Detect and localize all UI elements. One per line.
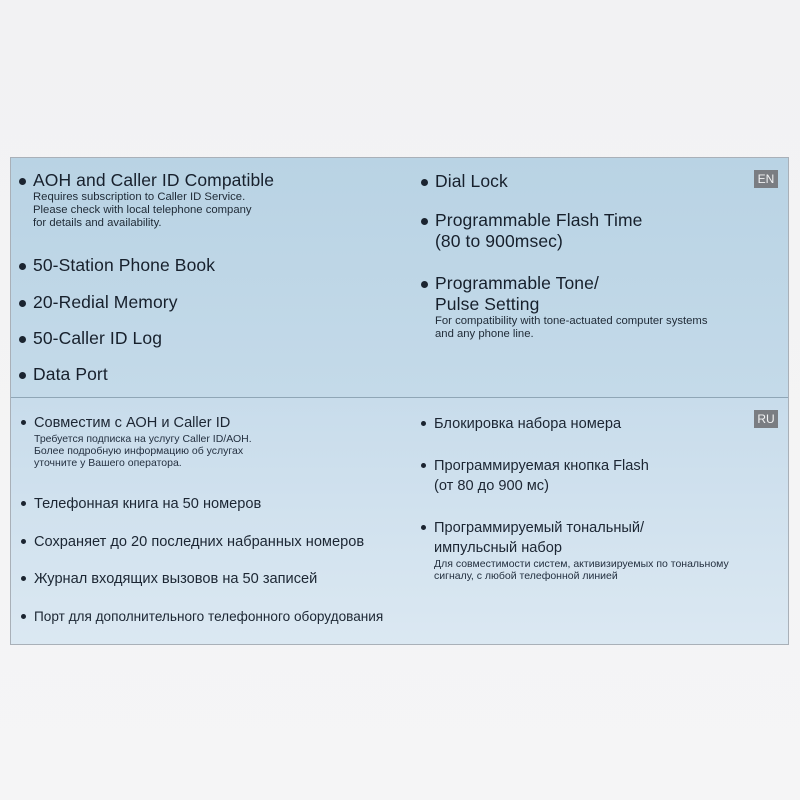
- feature-item-phone-book-ru: [21, 494, 261, 514]
- feature-note-line: and any phone line.: [435, 328, 534, 340]
- feature-item-dial-lock-ru: [421, 414, 621, 434]
- language-tag-en: EN: [754, 170, 778, 188]
- feature-item-phone-book: [19, 255, 215, 276]
- feature-item-dial-lock: [421, 171, 508, 192]
- feature-title: Порт для дополнительного телефонного оборудования: [34, 609, 384, 624]
- feature-title: Совместим с АОН и Caller ID: [34, 415, 231, 431]
- feature-title-line-2: Pulse Setting: [435, 294, 540, 314]
- feature-title: Programmable Tone/: [435, 273, 599, 293]
- feature-title-line-2: импульсный набор: [434, 540, 563, 556]
- bullet-icon: [19, 300, 26, 307]
- feature-item-redial-memory: [19, 292, 178, 313]
- feature-title: Телефонная книга на 50 номеров: [34, 496, 262, 512]
- feature-item-caller-id-log-ru: [21, 569, 317, 589]
- feature-note-line: уточните у Вашего оператора.: [34, 457, 182, 469]
- feature-item-aoh-caller-id-ru: [21, 413, 252, 469]
- english-feature-panel: [11, 158, 788, 398]
- bullet-icon: [19, 372, 26, 379]
- feature-title-line-2: (80 to 900msec): [435, 231, 563, 251]
- bullet-icon: [19, 336, 26, 343]
- feature-title: Programmable Flash Time: [435, 210, 643, 230]
- bullet-icon: [21, 539, 26, 544]
- feature-note-line: Более подробную информацию об услугах: [34, 445, 244, 457]
- bullet-icon: [21, 420, 26, 425]
- feature-title: 50-Caller ID Log: [33, 328, 163, 348]
- feature-item-tone-pulse-ru: [421, 518, 729, 582]
- feature-title: Data Port: [33, 364, 108, 384]
- feature-item-flash-time-ru: [421, 456, 649, 496]
- feature-note-line: Please check with local telephone company: [33, 204, 252, 216]
- feature-item-redial-memory-ru: [21, 532, 364, 552]
- bullet-icon: [19, 178, 26, 185]
- feature-item-data-port-ru: [21, 607, 383, 627]
- feature-note-line: Для совместимости систем, активизируемых по тональному: [434, 558, 729, 570]
- feature-title: 20-Redial Memory: [33, 292, 178, 312]
- feature-item-data-port: [19, 364, 108, 385]
- feature-title-line-2: (от 80 до 900 мс): [434, 478, 549, 494]
- feature-title: Программируемая кнопка Flash: [434, 458, 649, 474]
- feature-item-flash-time: [421, 210, 643, 252]
- feature-item-caller-id-log: [19, 328, 162, 349]
- feature-note-line: сигналу, с любой телефонной линией: [434, 570, 618, 582]
- bullet-icon: [21, 576, 26, 581]
- feature-title: Dial Lock: [435, 171, 508, 191]
- russian-feature-panel: [11, 398, 788, 644]
- bullet-icon: [421, 281, 428, 288]
- bullet-icon: [421, 463, 426, 468]
- feature-title: Блокировка набора номера: [434, 416, 622, 432]
- bullet-icon: [19, 263, 26, 270]
- feature-item-aoh-caller-id: [19, 170, 274, 230]
- feature-title: Журнал входящих вызовов на 50 записей: [34, 571, 318, 587]
- feature-note-line: for details and availability.: [33, 217, 162, 229]
- bullet-icon: [421, 421, 426, 426]
- language-tag-ru: RU: [754, 410, 778, 428]
- feature-title: Программируемый тональный/: [434, 520, 645, 536]
- feature-item-tone-pulse: [421, 273, 708, 341]
- feature-note-line: Требуется подписка на услугу Caller ID/АОН.: [34, 433, 252, 445]
- bullet-icon: [421, 218, 428, 225]
- feature-note-line: For compatibility with tone-actuated computer systems: [435, 315, 708, 327]
- bullet-icon: [421, 525, 426, 530]
- feature-title: AOH and Caller ID Compatible: [33, 170, 275, 190]
- bullet-icon: [421, 179, 428, 186]
- feature-note-line: Requires subscription to Caller ID Service.: [33, 191, 246, 203]
- feature-spec-box: [10, 157, 789, 645]
- bullet-icon: [21, 614, 26, 619]
- bullet-icon: [21, 501, 26, 506]
- feature-title: 50-Station Phone Book: [33, 255, 216, 275]
- feature-title: Сохраняет до 20 последних набранных номеров: [34, 534, 365, 550]
